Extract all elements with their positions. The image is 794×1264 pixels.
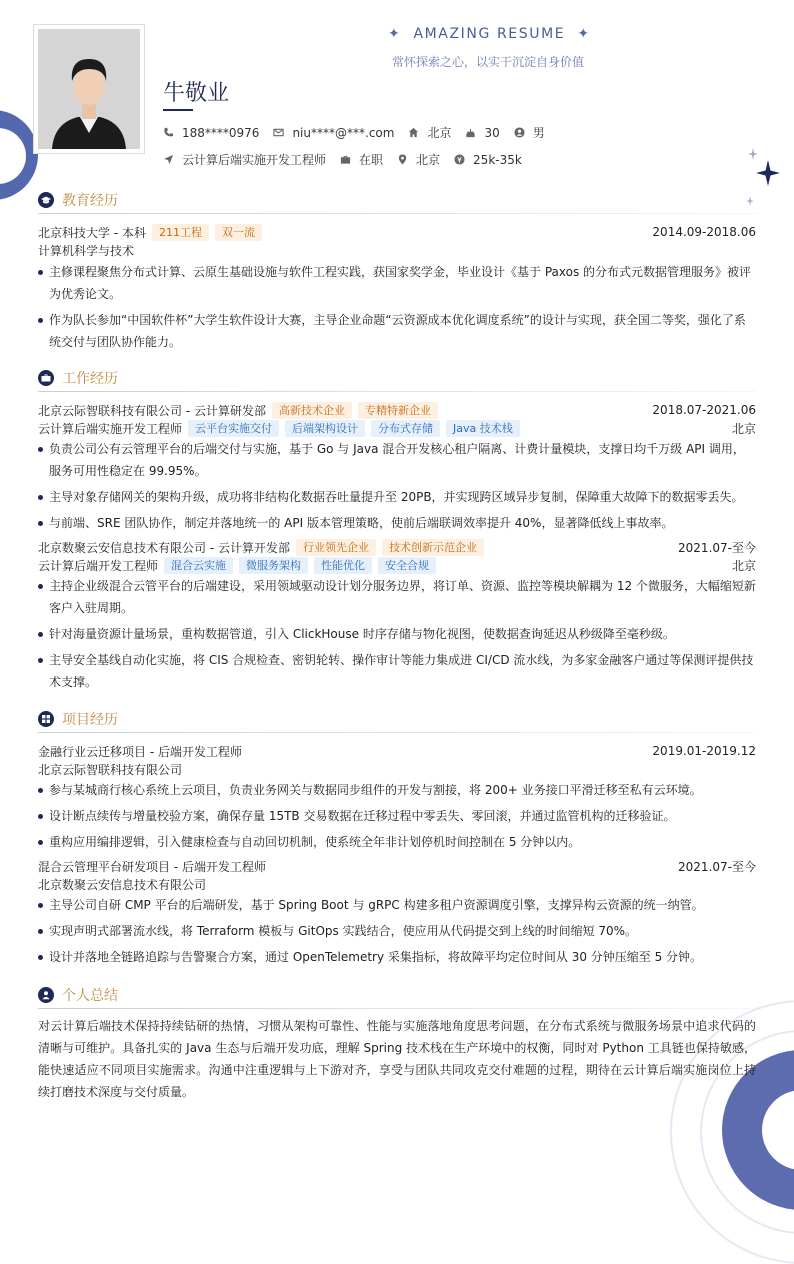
- star-icon: ✦: [388, 26, 402, 42]
- bullet-item: 设计断点续传与增量校验方案，确保存量 15TB 交易数据在迁移过程中零丢失、零回滚，并通过监管机构的迁移验证。: [38, 805, 756, 827]
- avatar: [38, 29, 140, 149]
- avatar-frame: [33, 24, 145, 154]
- location-icon: [397, 154, 408, 165]
- bullet-item: 主导对象存储网关的架构升级，成功将非结构化数据吞吐量提升至 20PB，并实现跨区域异步复制，保障重大故障下的数据零丢失。: [38, 486, 756, 508]
- project-company-row: [38, 760, 756, 778]
- section-title: 教育经历: [62, 193, 118, 209]
- section-header: [38, 190, 756, 210]
- skill-tag: 分布式存储: [371, 420, 440, 437]
- job-item: 云计算后端实施开发工程师: [163, 151, 326, 168]
- star-icon: ✦: [577, 26, 591, 42]
- company-tag: 技术创新示范企业: [382, 539, 484, 556]
- work-date: 2018.07-2021.06: [652, 403, 756, 417]
- sparkle-icon: [748, 148, 758, 160]
- role-row: [38, 419, 756, 437]
- work-city: 北京: [731, 558, 756, 573]
- sparkle-icon: [756, 160, 780, 186]
- education-section: [38, 190, 756, 357]
- bullet-item: 主导安全基线自动化实施，将 CIS 合规检查、密钥轮转、操作审计等能力集成进 CI/CD 流水线，为多家金融客户通过等保测评提供技术支撑。: [38, 649, 756, 693]
- skill-tag: Java 技术栈: [446, 420, 520, 437]
- work-city: 北京: [731, 421, 756, 436]
- bullet-item: 实现声明式部署流水线，将 Terraform 模板与 GitOps 实践结合，使应用从代码提交到上线的时间缩短 70%。: [38, 920, 756, 942]
- skill-tag: 性能优化: [314, 557, 372, 574]
- company-tag: 专精特新企业: [358, 402, 438, 419]
- project-company: 北京云际智联科技有限公司: [38, 762, 183, 777]
- home-icon: [408, 127, 419, 138]
- education-date: 2014.09-2018.06: [652, 225, 756, 239]
- summary-text: 对云计算后端技术保持持续钻研的热情，习惯从架构可靠性、性能与实施落地角度思考问题，在分布式系统与微服务场景中追求代码的清晰与可维护。具备扎实的 Java 生态与后端开发功底，理解 Spring 技术栈在生产环境中的权衡，同时对 Python 工具链也保持敏感，能快速适应不同项目实施需求。沟通中注重逻辑与上下游对齐，享受与团队共同攻克交付难题的过程，期待在云计算后端实施岗位上持续打磨技术深度与交付质量。: [38, 1019, 756, 1099]
- grid-icon: [38, 711, 54, 727]
- project-company: 北京数聚云安信息技术有限公司: [38, 877, 207, 892]
- money-icon: [454, 154, 465, 165]
- section-divider: [38, 732, 756, 733]
- major-row: [38, 241, 756, 259]
- section-divider: [38, 1008, 756, 1009]
- project-header: [38, 857, 756, 875]
- briefcase-icon: [340, 154, 351, 165]
- bullet-item: 与前端、SRE 团队协作，制定并落地统一的 API 版本管理策略，使前后端联调效率提升 40%，显著降低线上事故率。: [38, 512, 756, 534]
- user-icon: [514, 127, 525, 138]
- contact-item: 男: [514, 124, 545, 141]
- project-date: 2019.01-2019.12: [652, 744, 756, 758]
- company-name: 北京数聚云安信息技术有限公司 - 云计算开发部: [38, 540, 290, 555]
- work-section: [38, 368, 756, 697]
- section-divider: [38, 391, 756, 392]
- company-header: [38, 538, 756, 556]
- education-bullets: [38, 261, 756, 353]
- brand-text: AMAZING RESUME: [413, 26, 566, 42]
- skill-tag: 混合云实施: [164, 557, 233, 574]
- job-row: [163, 151, 536, 168]
- skill-tag: 云平台实施交付: [188, 420, 279, 437]
- section-title: 个人总结: [62, 988, 118, 1004]
- job-item: 在职: [340, 151, 383, 168]
- projects-section: [38, 709, 756, 972]
- project-bullets: [38, 779, 756, 853]
- project-company-row: [38, 875, 756, 893]
- work-bullets: [38, 575, 756, 693]
- role-name: 云计算后端实施开发工程师: [38, 421, 183, 436]
- major: 计算机科学与技术: [38, 243, 135, 258]
- section-header: [38, 985, 756, 1005]
- section-header: [38, 368, 756, 388]
- bullet-item: 参与某城商行核心系统上云项目，负责业务网关与数据同步组件的开发与割接，将 200+ 业务接口平滑迁移至私有云环境。: [38, 779, 756, 801]
- briefcase-icon: [38, 370, 54, 386]
- contact-item: 北京: [408, 124, 451, 141]
- bullet-item: 设计并落地全链路追踪与告警聚合方案，通过 OpenTelemetry 采集指标，将故障平均定位时间从 30 分钟压缩至 5 分钟。: [38, 946, 756, 968]
- school-name: 北京科技大学 - 本科: [38, 225, 146, 240]
- project-date: 2021.07-至今: [678, 859, 756, 874]
- project-name: 金融行业云迁移项目 - 后端开发工程师: [38, 744, 242, 759]
- company-header: [38, 401, 756, 419]
- bullet-item: 主持企业级混合云管平台的后端建设，采用领域驱动设计划分服务边界，将订单、资源、监控等模块解耦为 12 个微服务，大幅缩短新客户入驻周期。: [38, 575, 756, 619]
- send-icon: [163, 154, 174, 165]
- work-date: 2021.07-至今: [678, 540, 756, 555]
- school-tag: 211工程: [152, 224, 209, 241]
- job-item: 25k-35k: [454, 153, 522, 167]
- bullet-item: 负责公司公有云管理平台的后端交付与实施，基于 Go 与 Java 混合开发核心租户隔离、计费计量模块，支撑日均千万级 API 调用，服务可用性稳定在 99.95%。: [38, 438, 756, 482]
- bullet-item: 主导公司自研 CMP 平台的后端研发，基于 Spring Boot 与 gRPC 构建多租户资源调度引擎，支撑异构云资源的统一纳管。: [38, 894, 756, 916]
- project-name: 混合云管理平台研发项目 - 后端开发工程师: [38, 859, 266, 874]
- summary-section: [38, 985, 756, 1103]
- name-underline: [163, 109, 193, 111]
- role-row: [38, 556, 756, 574]
- education-header: [38, 223, 756, 241]
- contact-item: 188****0976: [163, 126, 259, 140]
- contact-row: [163, 124, 559, 141]
- skill-tag: 后端架构设计: [285, 420, 365, 437]
- project-header: [38, 742, 756, 760]
- company-name: 北京云际智联科技有限公司 - 云计算研发部: [38, 403, 266, 418]
- candidate-name: 牛敬业: [163, 81, 230, 106]
- brand-title: [388, 26, 591, 42]
- skill-tag: 微服务架构: [239, 557, 308, 574]
- bullet-item: 作为队长参加“中国软件杯”大学生软件设计大赛，主导企业命题“云资源成本优化调度系统”的设计与实现，获全国二等奖，强化了系统交付与团队协作能力。: [38, 309, 756, 353]
- mail-icon: [273, 127, 284, 138]
- contact-item: 30: [465, 126, 499, 140]
- role-name: 云计算后端开发工程师: [38, 558, 159, 573]
- school-tag: 双一流: [215, 224, 262, 241]
- phone-icon: [163, 127, 174, 138]
- motto: 常怀探索之心，以实干沉淀自身价值: [392, 55, 585, 69]
- section-title: 项目经历: [62, 712, 118, 728]
- bullet-item: 针对海量资源计量场景，重构数据管道，引入 ClickHouse 时序存储与物化视图，使数据查询延迟从秒级降至毫秒级。: [38, 623, 756, 645]
- project-bullets: [38, 894, 756, 968]
- section-header: [38, 709, 756, 729]
- company-tag: 高新技术企业: [272, 402, 352, 419]
- company-tag: 行业领先企业: [296, 539, 376, 556]
- section-divider: [38, 213, 756, 214]
- skill-tag: 安全合规: [378, 557, 436, 574]
- work-bullets: [38, 438, 756, 534]
- job-item: 北京: [397, 151, 440, 168]
- section-title: 工作经历: [62, 371, 118, 387]
- bullet-item: 主修课程聚焦分布式计算、云原生基础设施与软件工程实践，获国家奖学金，毕业设计《基于 Paxos 的分布式元数据管理服务》被评为优秀论文。: [38, 261, 756, 305]
- cake-icon: [465, 127, 476, 138]
- person-icon: [38, 987, 54, 1003]
- graduation-cap-icon: [38, 192, 54, 208]
- bullet-item: 重构应用编排逻辑，引入健康检查与自动回切机制，使系统全年非计划停机时间控制在 5 分钟以内。: [38, 831, 756, 853]
- contact-item: niu****@***.com: [273, 126, 394, 140]
